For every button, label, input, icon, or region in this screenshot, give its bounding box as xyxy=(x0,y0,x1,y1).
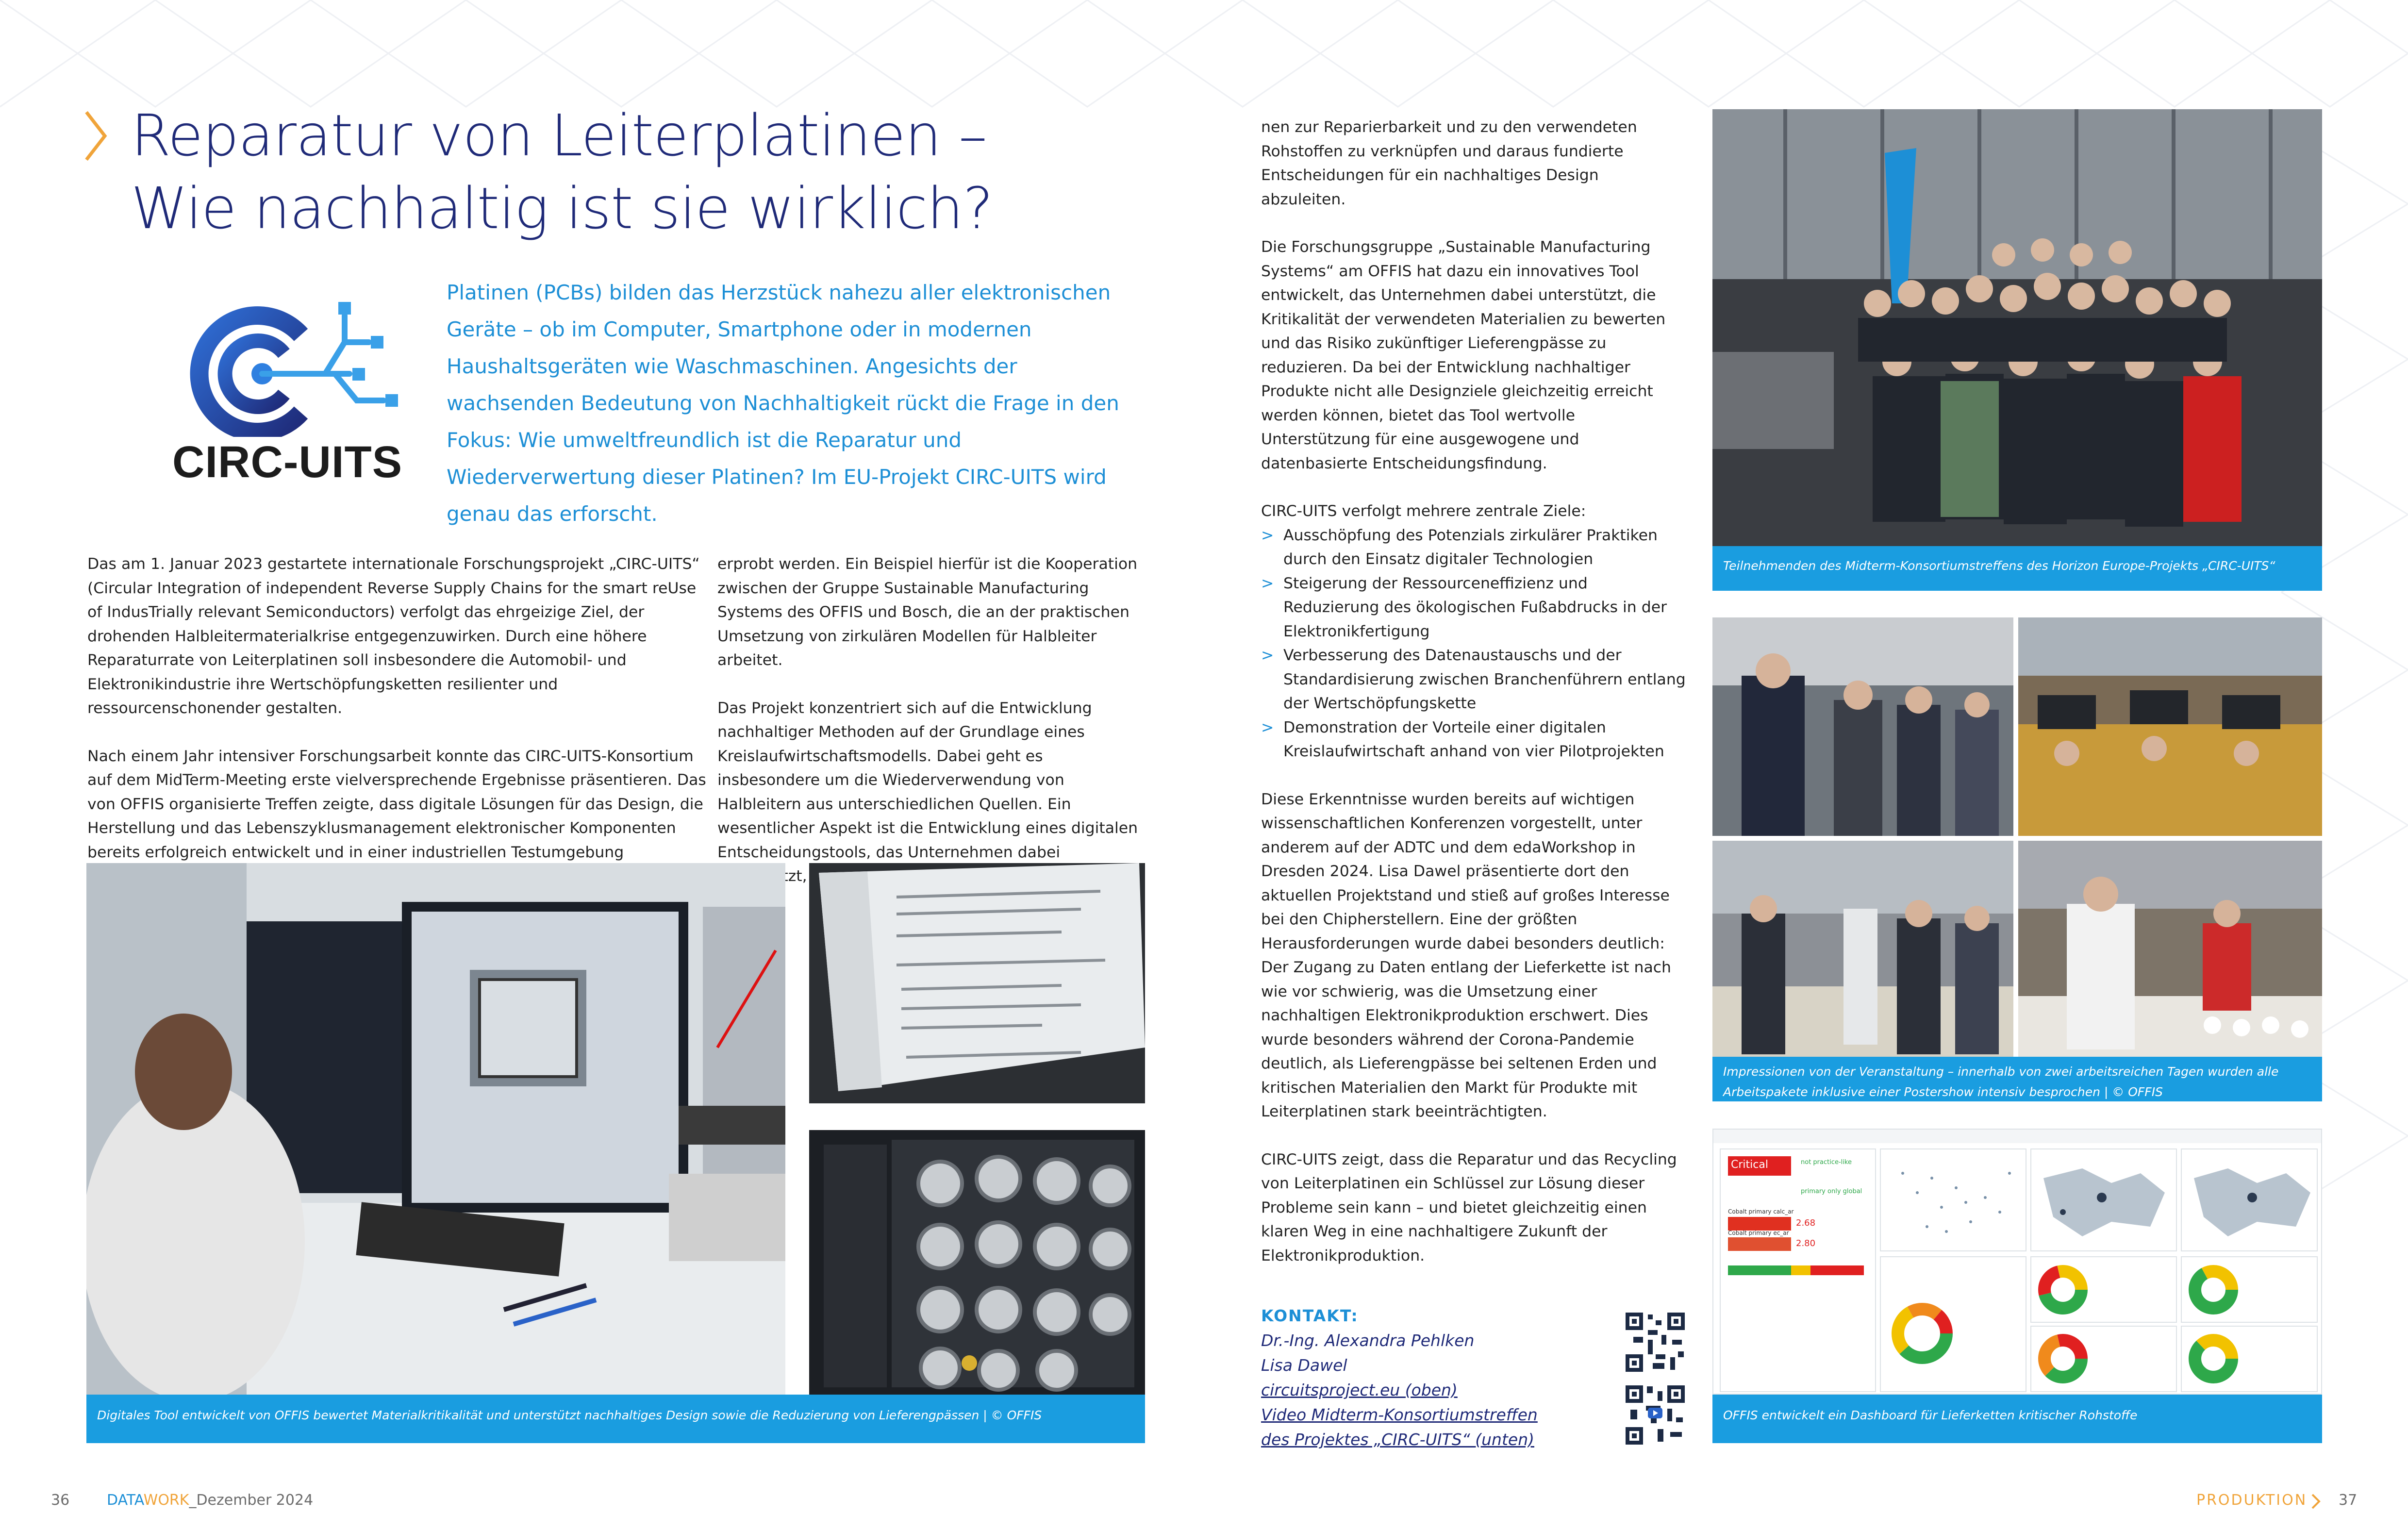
goals-intro: CIRC-UITS verfolgt mehrere zentrale Ziele: xyxy=(1261,502,1586,520)
page-title-line1: Reparatur von Leiterplatinen – xyxy=(131,102,987,169)
col2-paragraph-2: Das Projekt konzentriert sich auf die Entwicklung nachhaltiger Methoden auf der Grundlage eines Kreislaufwirtschaftsmodells. Dabei geht es insbesondere um die Wiederverwendung von Halbleitern aus unterschiedlichen Quellen. Ein wesentlicher Aspekt ist die Entwicklung eines digitalen Entscheidungstools, das Unternehmen dabei xyxy=(717,699,1138,861)
title-chevron-icon xyxy=(83,109,109,163)
issue-date: _Dezember 2024 xyxy=(189,1492,314,1509)
event-photo-3 xyxy=(1712,841,2013,1057)
goal-item: > Verbesserung des Datenaustauschs und der Standardisierung zwischen Branchenführern entlang der Wertschöpfungskette xyxy=(1261,644,1688,716)
page-number-right: 37 xyxy=(2339,1492,2358,1509)
dashboard-value-1: 2.68 xyxy=(1796,1218,1816,1228)
goal-item: > Steigerung der Ressourceneffizienz und Reduzierung des ökologischen Fußabdrucks in der Elektronikfertigung xyxy=(1261,572,1688,644)
section-label: PRODUKTION xyxy=(2196,1492,2308,1509)
project-website-link[interactable]: circuitsproject.eu (oben) xyxy=(1261,1381,1458,1399)
contact-block xyxy=(1261,1303,1640,1452)
col2-paragraph-1: erprobt werden. Ein Beispiel hierfür ist die Kooperation zwischen der Gruppe Sustainable Manufacturing Systems des OFFIS und Bosch, die an der praktischen Umsetzung von zirkulären Modellen für Halbleiter arbeitet. xyxy=(717,555,1138,669)
magazine-brand xyxy=(107,1492,313,1509)
brand-data: DATA xyxy=(107,1492,144,1509)
event-photo-2 xyxy=(2018,617,2322,836)
brand-work: WORK xyxy=(143,1492,189,1509)
page-number-left: 36 xyxy=(51,1492,70,1509)
event-photo-4 xyxy=(2018,841,2322,1057)
col1-paragraph-2: Nach einem Jahr intensiver Forschungsarbeit konnte das CIRC-UITS-Konsortium auf dem MidTerm-Meeting erste vielversprechende Ergebnisse präsentieren. Das von OFFIS organisierte Treffen zeigte, dass digitale Lösungen für das Design, die Herstellung und das Lebenszyklusmanagement elektronischer Komponenten bereits erfolgreich entwickelt und in einer industriellen Testumgebung xyxy=(87,747,706,861)
dashboard-screenshot xyxy=(1712,1129,2322,1395)
caption-group: Teilnehmenden des Midterm-Konsortiumstreffens des Horizon Europe-Projekts „CIRC-UITS“ xyxy=(1712,546,2322,591)
col3-paragraph-3: Diese Erkenntnisse wurden bereits auf wichtigen wissenschaftlichen Konferenzen vorgestellt, unter anderem auf der ADTC und dem edaWorkshop in Dresden 2024. Lisa Dawel präsentierte dort den aktuellen Projektstand und stieß auf großes Interesse bei den Chipherstellern. Eine der größten Herausforderungen wurde dabei besonders deutlich: Der Zugang zu Daten entlang der Lieferkette ist nach wie vor schwierig, was die Umsetzung einer nachhaltigen Elektronikproduktion erschwert. Dies wurde besonders während der Corona-Pandemie deutlich, als Lieferengpässe bei seltenen Erden und kritischen Materialien den Markt für Produkte mit Leiterplatinen stark beeinträchtigten. xyxy=(1261,790,1672,1120)
caption-dashboard: OFFIS entwickelt ein Dashboard für Lieferketten kritischer Rohstoffe xyxy=(1712,1395,2322,1443)
col3-paragraph-1: nen zur Reparierbarkeit und zu den verwendeten Rohstoffen zu verknüpfen und daraus fundierte Entscheidungen für ein nachhaltiges Design abzuleiten. xyxy=(1261,118,1637,208)
dashboard-label-1: Cobalt primary calc_ar xyxy=(1728,1208,1794,1215)
caption-tool: Digitales Tool entwickelt von OFFIS bewertet Materialkritikalität und unterstützt nachhaltiges Design sowie die Reduzierung von Lieferengpässen | © OFFIS xyxy=(86,1395,1145,1443)
column-3 xyxy=(1261,116,1688,1292)
section-chevron-icon xyxy=(2310,1493,2322,1510)
contact-label: KONTAKT: xyxy=(1261,1306,1359,1325)
column-2 xyxy=(717,552,1145,913)
goals-list xyxy=(1261,524,1688,764)
workstation-photo xyxy=(86,863,785,1395)
caption-event: Impressionen von der Veranstaltung – innerhalb von zwei arbeitsreichen Tagen wurden alle Arbeitspakete inklusive einer Postershow intensiv besprochen | © OFFIS xyxy=(1712,1057,2322,1101)
contact-name-1: Dr.-Ing. Alexandra Pehlken xyxy=(1261,1331,1475,1350)
column-1 xyxy=(87,552,714,888)
video-link-line1[interactable]: Video Midterm-Konsortiumstreffen xyxy=(1261,1405,1538,1424)
goal-item: > Ausschöpfung des Potenzials zirkulärer Praktiken durch den Einsatz digitaler Technologien xyxy=(1261,524,1688,572)
qr-code-website-icon[interactable] xyxy=(1624,1311,1687,1374)
dashboard-label-2: Cobalt primary ec_ar xyxy=(1728,1230,1789,1236)
dashboard-critical-label: Critical xyxy=(1731,1159,1768,1171)
page-title-line2: Wie nachhaltig ist sie wirklich? xyxy=(131,175,993,242)
dashboard-primary-label: primary only global xyxy=(1801,1188,1862,1195)
col3-paragraph-4: CIRC-UITS zeigt, dass die Reparatur und das Recycling von Leiterplatinen ein Schlüssel zur Lösung dieser Probleme sein kann – und bietet gleichzeitig einen klaren Weg in eine nachhaltigere Zukunft der Elektronikproduktion. xyxy=(1261,1150,1677,1265)
dashboard-value-2: 2.80 xyxy=(1796,1238,1816,1248)
group-photo xyxy=(1712,109,2322,546)
video-link-line2[interactable]: des Projektes „CIRC-UITS“ (unten) xyxy=(1261,1430,1534,1449)
col1-paragraph-1: Das am 1. Januar 2023 gestartete internationale Forschungsprojekt „CIRC-UITS“ (Circular Integration of independent Reverse Supply Chains for the smart reUse of IndusTrially relevant Semiconductors) verfolgt das ehrgeizige Ziel, der drohenden Halbleitermaterialkrise entgegenzuwirken. Durch eine höhere Reparaturrate von Leiterplatinen soll insbesondere die Automobil- und Elektronikindustrie ihre Wertschöpfungsketten resilienter und ressourcenschonender gestalten. xyxy=(87,555,700,717)
lead-paragraph: Platinen (PCBs) bilden das Herzstück nahezu aller elektronischen Geräte – ob im Computer, Smartphone oder in modernen Haushaltsgeräten wie Waschmaschinen. Angesichts der wachsenden Bedeutung von Nachhaltigkeit rückt die Frage in den Fokus: Wie umweltfreundlich ist die Reparatur und Wiederverwertung dieser Platinen? Im EU-Projekt CIRC-UITS wird genau das erforscht. xyxy=(447,281,1119,526)
col3-paragraph-2: Die Forschungsgruppe „Sustainable Manufacturing Systems“ am OFFIS hat dazu ein innovatives Tool entwickelt, das Unternehmen dabei unterstützt, die Kritikalität der verwendeten Materialien zu bewerten und das Risiko zukünftiger Lieferengpässe zu reduzieren. Da bei der Entwicklung nachhaltiger Produkte nicht alle Designziele gleichzeitig erreicht werden können, bietet das Tool wertvolle Unterstützung für eine ausgewogene und datenbasierte Entscheidungsfindung. xyxy=(1261,238,1666,472)
goal-item: > Demonstration der Vorteile einer digitalen Kreislaufwirtschaft anhand von vier Pilotprojekten xyxy=(1261,716,1688,764)
circ-uits-logo-icon xyxy=(189,291,422,437)
logo-text: CIRC-UITS xyxy=(172,437,403,487)
circuit-board-photo xyxy=(809,1130,1145,1395)
dashboard-tag: not practice-like xyxy=(1801,1159,1852,1166)
qr-code-video-icon[interactable] xyxy=(1624,1383,1687,1447)
laptop-screen-photo xyxy=(809,863,1145,1103)
contact-name-2: Lisa Dawel xyxy=(1261,1356,1347,1375)
event-photo-1 xyxy=(1712,617,2013,836)
